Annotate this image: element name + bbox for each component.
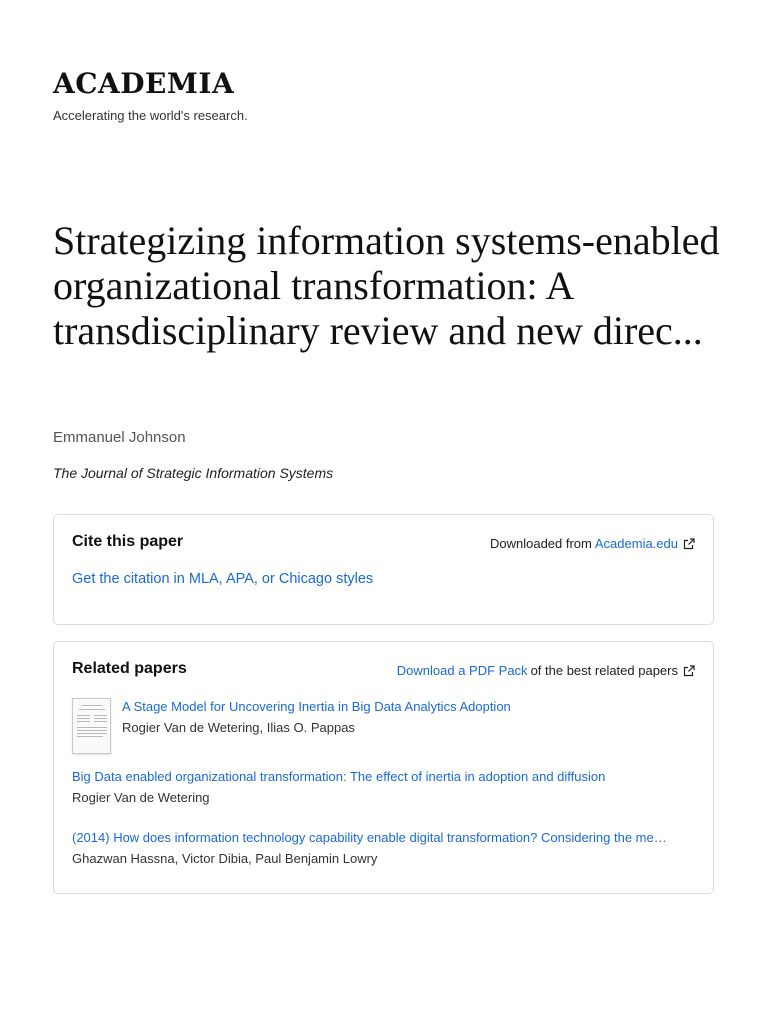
related-paper-item — [72, 769, 698, 805]
external-link-icon[interactable] — [683, 665, 695, 677]
related-paper-authors: Rogier Van de Wetering — [72, 790, 210, 805]
downloaded-prefix: Downloaded from — [489, 536, 592, 551]
related-paper-authors: Rogier Van de Wetering, Ilias O. Pappas — [122, 720, 355, 735]
related-paper-title[interactable]: (2014) How does information technology capability enable digital transformation? Considering the me… — [72, 830, 667, 845]
related-papers-card — [53, 641, 714, 894]
tagline: Accelerating the world's research. — [53, 108, 248, 123]
related-heading: Related papers — [72, 660, 187, 677]
cite-card — [53, 514, 714, 625]
citation-styles-link[interactable]: Get the citation in MLA, APA, or Chicago styles — [72, 571, 374, 587]
paper-journal: The Journal of Strategic Information Systems — [53, 465, 334, 481]
paper-title: Strategizing information systems-enabled organizational transformation: A transdisciplinary review and new direc... — [53, 218, 720, 353]
external-link-icon[interactable] — [683, 538, 695, 550]
paper-thumbnail[interactable] — [72, 698, 111, 754]
academia-logo[interactable]: ACADEMIA — [53, 67, 235, 100]
related-paper-title[interactable]: A Stage Model for Uncovering Inertia in Big Data Analytics Adoption — [122, 699, 511, 714]
related-paper-authors: Ghazwan Hassna, Victor Dibia, Paul Benjamin Lowry — [72, 851, 378, 866]
related-paper-item — [72, 697, 697, 755]
download-pdf-pack-link[interactable]: Download a PDF Pack — [396, 663, 528, 678]
pdf-pack-note — [397, 663, 695, 678]
downloaded-from — [490, 536, 695, 551]
related-paper-item — [72, 830, 698, 866]
paper-author: Emmanuel Johnson — [53, 429, 186, 446]
cite-heading: Cite this paper — [72, 533, 184, 550]
related-paper-title[interactable]: Big Data enabled organizational transformation: The effect of inertia in adoption and diffusion — [72, 769, 606, 784]
academia-link[interactable]: Academia.edu — [594, 536, 678, 551]
brand-header — [53, 67, 248, 123]
pdf-pack-suffix: of the best related papers — [530, 663, 678, 678]
